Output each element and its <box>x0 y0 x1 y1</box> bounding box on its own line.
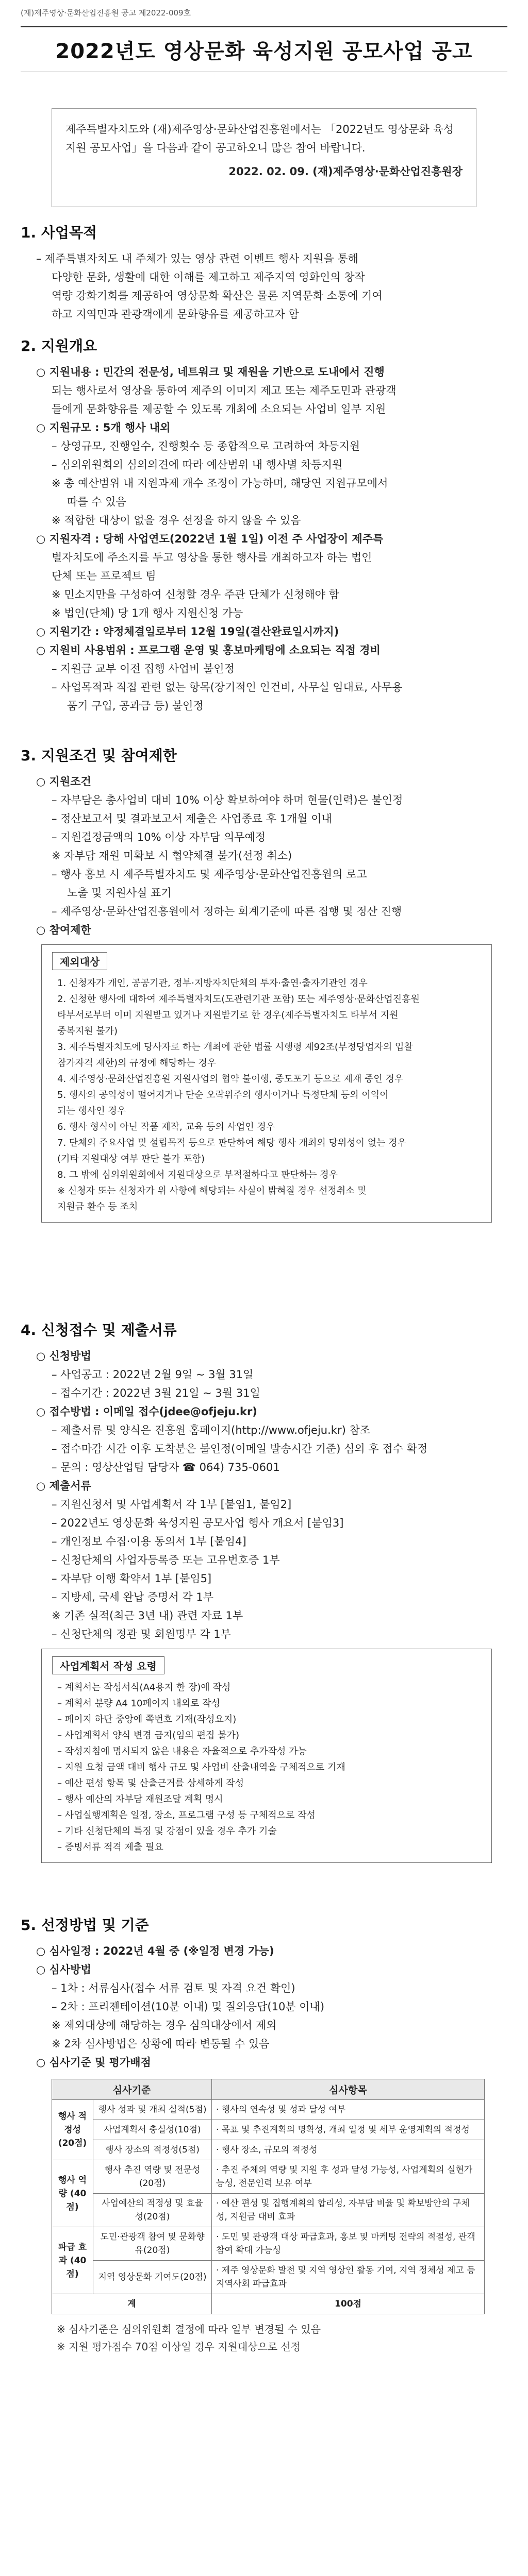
text-line: – 정산보고서 및 결과보고서 제출은 사업종료 후 1개월 이내 <box>52 812 332 825</box>
table-desc: · 추진 주체의 역량 및 지원 후 성과 달성 가능성, 사업계획의 실현가능성, 전문인력 보유 여부 <box>212 2160 485 2194</box>
text-line: – 문의 : 영상산업팀 담당자 ☎ 064) 735-0601 <box>52 1461 280 1473</box>
text-line: – 제주특별자치도 내 주체가 있는 영상 관련 이벤트 행사 지원을 통해 <box>36 252 358 265</box>
box-line: 5. 행사의 공익성이 떨어지거나 단순 오락위주의 행사이거나 특정단체 등의 이익이 <box>57 1090 389 1100</box>
table-category: 파급 효과 (40점) <box>52 2227 93 2294</box>
box-line: (기타 지원대상 여부 판단 불가 포함) <box>57 1154 205 1164</box>
text-line: ○ 제출서류 <box>36 1480 91 1492</box>
text-line: ○ 심사방법 <box>36 1963 91 1976</box>
text-line: 별자치도에 주소지를 두고 영상을 통한 행사를 개최하고자 하는 법인 <box>52 551 372 564</box>
box-line: – 페이지 하단 중앙에 쪽번호 기재(작성요지) <box>57 1714 237 1725</box>
text-line: 노출 및 지원사실 표기 <box>67 887 172 899</box>
text-line: – 사업목적과 직접 관련 없는 항목(장기적인 인건비, 사무실 임대료, 사무용 <box>52 681 403 693</box>
table-row <box>52 2140 485 2160</box>
table-desc: · 행사 장소, 규모의 적정성 <box>212 2140 485 2160</box>
text-line: – 신청단체의 사업자등록증 또는 고유번호증 1부 <box>52 1554 280 1566</box>
text-line: – 제출서류 및 양식은 진흥원 홈페이지(http://www.ofjeju.kr) 참조 <box>52 1424 371 1436</box>
text-line: – 접수마감 시간 이후 도착분은 불인정(이메일 발송시간 기준) 심의 후 접수 확정 <box>52 1443 428 1455</box>
box-title: 제외대상 <box>52 952 107 970</box>
box-line: – 기타 신청단체의 특징 및 강점이 있을 경우 추가 기술 <box>57 1826 277 1837</box>
box-line: 6. 행사 형식이 아닌 작품 제작, 교육 등의 사업인 경우 <box>57 1122 275 1132</box>
box-line: 중복지원 불가) <box>57 1026 118 1037</box>
text-line: ○ 지원기간 : 약정체결일로부터 12월 19일(결산완료일시까지) <box>36 625 339 638</box>
section-title: 1. 사업목적 <box>21 224 97 241</box>
table-category: 행사 역량 (40점) <box>52 2160 93 2227</box>
table-header: 심사항목 <box>212 2079 485 2100</box>
table-item: 행사 추진 역량 및 전문성(20점) <box>93 2160 212 2194</box>
table-header-row <box>52 2079 485 2100</box>
text-line: ※ 2차 심사방법은 상황에 따라 변동될 수 있음 <box>52 2038 270 2050</box>
section-application <box>21 1319 507 1868</box>
text-line: – 2차 : 프리젠테이션(10분 이내) 및 질의응답(10분 이내) <box>52 2001 325 2013</box>
text-line: – 자부담 이행 확약서 1부 [붙임5] <box>52 1572 212 1585</box>
intro-box <box>52 108 476 207</box>
exclusion-box <box>41 944 492 1223</box>
text-line: 하고 지역민과 관광객에게 문화향유를 제공하고자 함 <box>52 308 299 320</box>
table-category: 행사 적정성 (20점) <box>52 2100 93 2160</box>
text-line: – 사업공고 : 2022년 2월 9일 ~ 3월 31일 <box>52 1368 254 1381</box>
text-line: – 상영규모, 진행일수, 진행횟수 등 종합적으로 고려하여 차등지원 <box>52 440 360 452</box>
text-line: 품기 구입, 공과금 등) 불인정 <box>67 700 204 712</box>
table-item: 지역 영상문화 기여도(20점) <box>93 2261 212 2294</box>
table-desc: · 목표 및 추진계획의 명확성, 개최 일정 및 세부 운영계획의 적정성 <box>212 2120 485 2140</box>
evaluation-table <box>52 2079 485 2314</box>
box-line: 2. 신청한 행사에 대하여 제주특별자치도(도관련기관 포함) 또는 제주영상·문화산업진흥원 <box>57 994 420 1005</box>
text-line: ※ 법인(단체) 당 1개 행사 지원신청 가능 <box>52 607 243 619</box>
text-line: 단체 또는 프로젝트 팀 <box>52 570 156 582</box>
section-conditions <box>21 744 507 1228</box>
table-row <box>52 2261 485 2294</box>
box-line: 1. 신청자가 개인, 공공기관, 정부·지방자치단체의 투자·출연·출자기관인 경우 <box>57 978 368 989</box>
table-row <box>52 2100 485 2120</box>
text-line: ○ 지원비 사용범위 : 프로그램 운영 및 홍보마케팅에 소요되는 직접 경비 <box>36 644 381 656</box>
text-line: ※ 총 예산범위 내 지원과제 개수 조정이 가능하며, 해당연 지원규모에서 <box>52 477 388 489</box>
intro-date: 2022. 02. 09. (재)제주영상·문화산업진흥원장 <box>228 165 463 178</box>
text-line: 다양한 문화, 생활에 대한 이해를 제고하고 제주지역 영화인의 창작 <box>52 271 365 283</box>
box-line: ※ 신청자 또는 신청자가 위 사항에 해당되는 사실이 밝혀질 경우 선정취소 및 <box>57 1185 367 1196</box>
table-item: 도민·관광객 참여 및 문화향유(20점) <box>93 2227 212 2261</box>
box-line: 4. 제주영상·문화산업진흥원 지원사업의 협약 불이행, 중도포기 등으로 제재 중인 경우 <box>57 1074 404 1084</box>
section-title: 2. 지원개요 <box>21 337 97 354</box>
text-line: ○ 지원자격 : 당해 사업연도(2022년 1월 1일) 이전 주 사업장이 제주특 <box>36 533 384 545</box>
text-line: – 지원신청서 및 사업계획서 각 1부 [붙임1, 붙임2] <box>52 1498 292 1511</box>
table-row <box>52 2227 485 2261</box>
text-line: – 1차 : 서류심사(접수 서류 검토 및 자격 요건 확인) <box>52 1982 295 1994</box>
table-header: 심사기준 <box>52 2079 212 2100</box>
box-line: – 예산 편성 항목 및 산출근거를 상세하게 작성 <box>57 1778 244 1789</box>
text-line: ○ 지원규모 : 5개 행사 내외 <box>36 421 171 434</box>
table-row <box>52 2120 485 2140</box>
table-item: 사업계획서 충실성(10점) <box>93 2120 212 2140</box>
text-line: 되는 행사로서 영상을 통하여 제주의 이미지 제고 또는 제주도민과 관광객 <box>52 384 397 397</box>
box-line: 참가자격 제한)의 규정에 해당하는 경우 <box>57 1058 217 1069</box>
table-total-value: 100점 <box>212 2294 485 2314</box>
section-title: 4. 신청접수 및 제출서류 <box>21 1321 177 1338</box>
table-note: ※ 지원 평가점수 70점 이상일 경우 지원대상으로 선정 <box>57 2341 301 2353</box>
table-desc: · 예산 편성 및 집행계획의 합리성, 자부담 비율 및 확보방안의 구체성, 지원금 대비 효과 <box>212 2194 485 2227</box>
section-overview <box>21 335 507 715</box>
box-title: 사업계획서 작성 요령 <box>52 1656 164 1674</box>
text-line: – 개인정보 수집·이용 동의서 1부 [붙임4] <box>52 1535 246 1548</box>
box-line: – 사업계획서 양식 변경 금지(임의 편집 불가) <box>57 1730 239 1741</box>
writing-guide-box <box>41 1649 492 1863</box>
table-desc: · 제주 영상문화 발전 및 지역 영상인 활동 기여, 지역 정체성 제고 등 지역사회 파급효과 <box>212 2261 485 2294</box>
text-line: – 지원결정금액의 10% 이상 자부담 의무예정 <box>52 831 266 843</box>
text-line: – 지원금 교부 이전 집행 사업비 불인정 <box>52 663 235 675</box>
intro-text: 제주특별자치도와 (재)제주영상·문화산업진흥원에서는 「2022년도 영상문화 육성지원 공모사업」을 다음과 같이 공고하오니 많은 참여 바랍니다. <box>65 123 454 154</box>
section-title: 3. 지원조건 및 참여제한 <box>21 747 177 764</box>
text-line: – 2022년도 영상문화 육성지원 공모사업 행사 개요서 [붙임3] <box>52 1517 344 1529</box>
text-line: ※ 적합한 대상이 없을 경우 선정을 하지 않을 수 있음 <box>52 514 301 527</box>
text-line: – 자부담은 총사업비 대비 10% 이상 확보하여야 하며 현물(인력)은 불인정 <box>52 794 403 806</box>
page-title: 2022년도 영상문화 육성지원 공모사업 공고 <box>55 39 473 63</box>
box-line: 되는 행사인 경우 <box>57 1106 126 1116</box>
table-row <box>52 2194 485 2227</box>
table-desc: · 도민 및 관광객 대상 파급효과, 홍보 및 마케팅 전략의 적절성, 관객 참여 확대 가능성 <box>212 2227 485 2261</box>
text-line: 따를 수 있음 <box>67 496 126 508</box>
box-line: 타부서로부터 이미 지원받고 있거나 지원받기로 한 경우(제주특별자치도 타부서 지원 <box>57 1010 399 1021</box>
title-band <box>21 26 507 72</box>
text-line: ○ 지원조건 <box>36 775 91 788</box>
table-note: ※ 심사기준은 심의위원회 결정에 따라 일부 변경될 수 있음 <box>57 2323 321 2335</box>
text-line: ※ 기존 실적(최근 3년 내) 관련 자료 1부 <box>52 1609 243 1622</box>
box-line: 3. 제주특별자치도에 당사자로 하는 개최에 관한 법률 시행령 제92조(부정당업자의 입찰 <box>57 1042 413 1053</box>
box-line: – 작성지침에 명시되지 않은 내용은 자율적으로 추가작성 가능 <box>57 1746 307 1757</box>
box-line: 8. 그 밖에 심의위원회에서 지원대상으로 부적절하다고 판단하는 경우 <box>57 1170 338 1180</box>
box-line: – 사업실행계획은 일정, 장소, 프로그램 구성 등 구체적으로 작성 <box>57 1810 316 1821</box>
text-line: ○ 심사일정 : 2022년 4월 중 (※일정 변경 가능) <box>36 1945 274 1957</box>
box-line: 7. 단체의 주요사업 및 설립목적 등으로 판단하여 해당 행사 개최의 당위성이 없는 경우 <box>57 1138 407 1148</box>
table-row <box>52 2160 485 2194</box>
text-line: – 접수기간 : 2022년 3월 21일 ~ 3월 31일 <box>52 1387 260 1399</box>
text-line: – 심의위원회의 심의의견에 따라 예산범위 내 행사별 차등지원 <box>52 459 343 471</box>
text-line: ※ 민소지만을 구성하여 신청할 경우 주관 단체가 신청해야 함 <box>52 588 339 601</box>
box-line: – 행사 예산의 자부담 재원조달 계획 명시 <box>57 1794 223 1805</box>
text-line: 역량 강화기회를 제공하여 영상문화 확산은 물론 지역문화 소통에 기여 <box>52 290 383 302</box>
box-line: – 증빙서류 적격 제출 필요 <box>57 1842 163 1853</box>
text-line: ○ 참여제한 <box>36 924 91 936</box>
section-title: 5. 선정방법 및 기준 <box>21 1917 149 1934</box>
text-line: ○ 접수방법 : 이메일 접수(jdee@ofjeju.kr) <box>36 1405 257 1418</box>
text-line: – 신청단체의 정관 및 회원명부 각 1부 <box>52 1628 231 1640</box>
table-item: 사업예산의 적정성 및 효율성(20점) <box>93 2194 212 2227</box>
text-line: ※ 제외대상에 해당하는 경우 심의대상에서 제외 <box>52 2019 277 2031</box>
text-line: ○ 지원내용 : 민간의 전문성, 네트워크 및 재원을 기반으로 도내에서 진행 <box>36 366 385 378</box>
box-line: 지원금 환수 등 조치 <box>57 1201 138 1212</box>
table-desc: · 행사의 연속성 및 성과 달성 여부 <box>212 2100 485 2120</box>
box-line: – 계획서 분량 A4 10페이지 내외로 작성 <box>57 1698 221 1709</box>
text-line: – 행사 홍보 시 제주특별자치도 및 제주영상·문화산업진흥원의 로고 <box>52 868 367 880</box>
box-line: – 계획서는 작성서식(A4용지 한 장)에 작성 <box>57 1682 231 1693</box>
text-line: 들에게 문화향유를 제공할 수 있도록 개최에 소요되는 사업비 일부 지원 <box>52 403 386 415</box>
text-line: – 제주영상·문화산업진흥원에서 정하는 회계기준에 따른 집행 및 정산 진행 <box>52 905 402 918</box>
table-total-label: 계 <box>52 2294 212 2314</box>
section-purpose <box>21 222 507 324</box>
notice-number: (재)제주영상·문화산업진흥원 공고 제2022-009호 <box>21 8 191 18</box>
section-selection <box>21 1914 507 2355</box>
table-item: 행사 장소의 적정성(5점) <box>93 2140 212 2160</box>
text-line: ○ 심사기준 및 평가배점 <box>36 2056 151 2069</box>
text-line: – 지방세, 국세 완납 증명서 각 1부 <box>52 1591 214 1603</box>
box-line: – 지원 요청 금액 대비 행사 규모 및 사업비 산출내역을 구체적으로 기재 <box>57 1762 345 1773</box>
text-line: ○ 신청방법 <box>36 1350 91 1362</box>
text-line: ※ 자부담 재원 미확보 시 협약체결 불가(선정 취소) <box>52 850 292 862</box>
table-item: 행사 성과 및 개최 실적(5점) <box>93 2100 212 2120</box>
table-total-row <box>52 2294 485 2314</box>
